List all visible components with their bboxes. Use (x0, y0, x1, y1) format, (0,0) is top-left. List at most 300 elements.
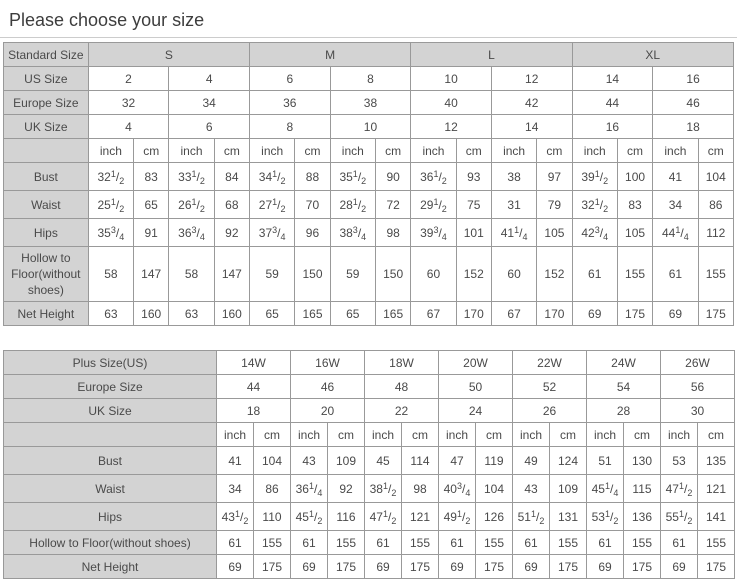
fraction-numerator: 1 (594, 168, 600, 179)
fraction-numerator: 1 (594, 196, 600, 207)
value-cell: $43^1/_2$ (217, 503, 254, 531)
unit-cell: cm (402, 423, 439, 447)
value-cell: 175 (402, 555, 439, 579)
fraction-denominator: 2 (361, 175, 367, 186)
fraction-numerator: 1 (308, 508, 314, 519)
value-cell: 104 (698, 163, 733, 191)
fraction-denominator: 4 (317, 487, 323, 498)
fraction-denominator: 2 (613, 515, 619, 526)
table-row (4, 447, 735, 475)
unit-cell: cm (550, 423, 587, 447)
value-cell: 65 (249, 302, 294, 326)
fraction-numerator: 1 (530, 508, 536, 519)
fraction-numerator: 1 (272, 196, 278, 207)
value-cell: 34 (169, 91, 250, 115)
value-cell: $33^1/_2$ (169, 163, 214, 191)
unit-cell: inch (217, 423, 254, 447)
fraction-numerator: 3 (456, 480, 462, 491)
value-cell: 98 (375, 219, 410, 247)
value-cell: 155 (328, 531, 365, 555)
unit-cell: inch (572, 139, 617, 163)
fraction-numerator: 1 (456, 508, 462, 519)
value-cell: $36^1/_4$ (291, 475, 328, 503)
value-cell: $34^1/_2$ (249, 163, 294, 191)
value-cell: 114 (402, 447, 439, 475)
value-cell: 68 (214, 191, 249, 219)
value-cell: 112 (698, 219, 733, 247)
value-cell: 61 (653, 247, 698, 302)
fraction-denominator: 2 (391, 487, 397, 498)
unit-cell: cm (456, 139, 491, 163)
value-cell: 155 (698, 247, 733, 302)
value-cell: 92 (214, 219, 249, 247)
value-cell: 147 (134, 247, 169, 302)
value-cell: 110 (254, 503, 291, 531)
row-label-cell: Hollow to Floor(without shoes) (4, 531, 217, 555)
value-cell: 93 (456, 163, 491, 191)
value-cell: $40^3/_4$ (439, 475, 476, 503)
fraction-denominator: 2 (280, 175, 286, 186)
unit-cell: cm (537, 139, 572, 163)
table-row (4, 191, 734, 219)
value-cell: 34 (217, 475, 254, 503)
value-cell: 22W (513, 351, 587, 375)
table-row (4, 67, 734, 91)
fraction-denominator: 2 (539, 515, 545, 526)
value-cell: 18W (365, 351, 439, 375)
value-cell: 14 (572, 67, 653, 91)
value-cell: 88 (295, 163, 330, 191)
value-cell: 20W (439, 351, 513, 375)
row-label-cell: Hips (4, 219, 89, 247)
value-cell: 98 (402, 475, 439, 503)
value-cell: 165 (375, 302, 410, 326)
table-row (4, 531, 735, 555)
fraction-numerator: 1 (604, 508, 610, 519)
value-cell: $49^1/_2$ (439, 503, 476, 531)
fraction-numerator: 3 (433, 224, 439, 235)
fraction-denominator: 2 (687, 515, 693, 526)
fraction-denominator: 4 (613, 487, 619, 498)
unit-cell: inch (291, 423, 328, 447)
unit-cell: cm (624, 423, 661, 447)
value-cell: 28 (587, 399, 661, 423)
value-cell: 18 (653, 115, 734, 139)
value-cell: $27^1/_2$ (249, 191, 294, 219)
table-row (4, 139, 734, 163)
value-cell: 136 (624, 503, 661, 531)
value-cell: 48 (365, 375, 439, 399)
row-label-cell: Bust (4, 447, 217, 475)
value-cell: 8 (249, 115, 330, 139)
value-cell: 86 (254, 475, 291, 503)
plus-size-table (3, 350, 735, 579)
value-cell: 58 (169, 247, 214, 302)
fraction-denominator: 2 (603, 175, 609, 186)
value-cell: 59 (330, 247, 375, 302)
unit-cell: cm (698, 423, 735, 447)
value-cell: $47^1/_2$ (365, 503, 402, 531)
fraction-numerator: 3 (191, 224, 197, 235)
value-cell: 170 (456, 302, 491, 326)
unit-cell: inch (330, 139, 375, 163)
value-cell: 150 (375, 247, 410, 302)
value-cell: 26W (661, 351, 735, 375)
value-cell: 49 (513, 447, 550, 475)
value-cell: $51^1/_2$ (513, 503, 550, 531)
fraction-numerator: 1 (110, 168, 116, 179)
value-cell: 130 (624, 447, 661, 475)
row-label-cell: Plus Size(US) (4, 351, 217, 375)
value-cell: 53 (661, 447, 698, 475)
value-cell: 69 (587, 555, 624, 579)
value-cell: $41^1/_4$ (491, 219, 536, 247)
value-cell: 2 (88, 67, 169, 91)
value-cell: 69 (217, 555, 254, 579)
row-label-cell: UK Size (4, 115, 89, 139)
value-cell: $38^1/_2$ (365, 475, 402, 503)
table-row (4, 219, 734, 247)
value-cell: 56 (661, 375, 735, 399)
value-cell: 175 (254, 555, 291, 579)
value-cell: 135 (698, 447, 735, 475)
fraction-denominator: 4 (465, 487, 471, 498)
row-label-cell: Bust (4, 163, 89, 191)
value-cell: 43 (291, 447, 328, 475)
value-cell: 175 (698, 302, 733, 326)
unit-cell: cm (375, 139, 410, 163)
value-cell: 75 (456, 191, 491, 219)
value-cell: 63 (88, 302, 133, 326)
value-cell: 155 (402, 531, 439, 555)
value-cell: $26^1/_2$ (169, 191, 214, 219)
value-cell: 45 (365, 447, 402, 475)
value-cell: 14 (491, 115, 572, 139)
page-title: Please choose your size (9, 10, 205, 30)
value-cell: 115 (624, 475, 661, 503)
value-cell: 160 (214, 302, 249, 326)
value-cell: $47^1/_2$ (661, 475, 698, 503)
unit-cell: inch (513, 423, 550, 447)
value-cell: 155 (550, 531, 587, 555)
unit-cell: inch (365, 423, 402, 447)
fraction-denominator: 4 (522, 231, 528, 242)
value-cell: $36^1/_2$ (411, 163, 456, 191)
row-label-cell: US Size (4, 67, 89, 91)
value-cell: 109 (550, 475, 587, 503)
value-cell: 46 (653, 91, 734, 115)
fraction-numerator: 3 (594, 224, 600, 235)
value-cell: 84 (214, 163, 249, 191)
fraction-denominator: 2 (199, 175, 205, 186)
value-cell: 69 (661, 555, 698, 579)
fraction-numerator: 3 (352, 224, 358, 235)
row-label-cell: Net Height (4, 555, 217, 579)
value-cell: 10 (330, 115, 411, 139)
value-cell: 44 (572, 91, 653, 115)
value-cell: 83 (134, 163, 169, 191)
value-cell: 165 (295, 302, 330, 326)
value-cell: 41 (653, 163, 698, 191)
table-row (4, 351, 735, 375)
table-row (4, 375, 735, 399)
value-cell: 41 (217, 447, 254, 475)
fraction-denominator: 2 (441, 175, 447, 186)
table-row (4, 91, 734, 115)
standard-size-table (3, 42, 734, 326)
unit-cell: inch (88, 139, 133, 163)
unit-cell: cm (617, 139, 652, 163)
fraction-denominator: 4 (280, 231, 286, 242)
value-cell: $36^3/_4$ (169, 219, 214, 247)
row-label-cell: Waist (4, 475, 217, 503)
value-cell: 152 (456, 247, 491, 302)
fraction-denominator: 2 (391, 515, 397, 526)
unit-cell: cm (328, 423, 365, 447)
value-cell: 121 (698, 475, 735, 503)
fraction-denominator: 2 (199, 203, 205, 214)
value-cell: 63 (169, 302, 214, 326)
value-cell: 34 (653, 191, 698, 219)
unit-cell: cm (698, 139, 733, 163)
value-cell: 44 (217, 375, 291, 399)
value-cell: 155 (698, 531, 735, 555)
value-cell: 61 (217, 531, 254, 555)
value-cell: 109 (328, 447, 365, 475)
value-cell: 92 (328, 475, 365, 503)
value-cell: 43 (513, 475, 550, 503)
value-cell: 175 (550, 555, 587, 579)
value-cell: 18 (217, 399, 291, 423)
value-cell: 147 (214, 247, 249, 302)
table-row (4, 163, 734, 191)
value-cell: 60 (491, 247, 536, 302)
value-cell: 61 (587, 531, 624, 555)
value-cell: XL (572, 43, 733, 67)
value-cell: 30 (661, 399, 735, 423)
fraction-denominator: 4 (441, 231, 447, 242)
value-cell: 119 (476, 447, 513, 475)
fraction-numerator: 1 (678, 480, 684, 491)
fraction-numerator: 1 (352, 196, 358, 207)
value-cell: 69 (653, 302, 698, 326)
value-cell: 51 (587, 447, 624, 475)
value-cell: 96 (295, 219, 330, 247)
value-cell: 124 (550, 447, 587, 475)
value-cell: 31 (491, 191, 536, 219)
unit-cell: cm (254, 423, 291, 447)
value-cell: 42 (491, 91, 572, 115)
value-cell: 40 (411, 91, 492, 115)
unit-cell: inch (661, 423, 698, 447)
value-cell: 97 (537, 163, 572, 191)
fraction-numerator: 1 (308, 480, 314, 491)
row-label-cell: Europe Size (4, 91, 89, 115)
fraction-denominator: 2 (280, 203, 286, 214)
value-cell: 32 (88, 91, 169, 115)
fraction-numerator: 3 (110, 224, 116, 235)
fraction-denominator: 4 (361, 231, 367, 242)
title-divider (0, 31, 737, 38)
fraction-numerator: 3 (272, 224, 278, 235)
value-cell: 6 (249, 67, 330, 91)
value-cell: 170 (537, 302, 572, 326)
value-cell: M (249, 43, 410, 67)
value-cell: 61 (365, 531, 402, 555)
table-row (4, 43, 734, 67)
value-cell: 175 (476, 555, 513, 579)
fraction-numerator: 1 (352, 168, 358, 179)
value-cell: 59 (249, 247, 294, 302)
fraction-numerator: 1 (514, 224, 520, 235)
value-cell: $45^1/_4$ (587, 475, 624, 503)
table-row (4, 503, 735, 531)
value-cell: 4 (169, 67, 250, 91)
value-cell: 69 (439, 555, 476, 579)
unit-cell: inch (491, 139, 536, 163)
unit-cell: inch (169, 139, 214, 163)
value-cell: 105 (537, 219, 572, 247)
value-cell: 104 (254, 447, 291, 475)
value-cell: $53^1/_2$ (587, 503, 624, 531)
value-cell: 24 (439, 399, 513, 423)
value-cell: $25^1/_2$ (88, 191, 133, 219)
value-cell: 12 (491, 67, 572, 91)
unit-cell: inch (653, 139, 698, 163)
row-label-cell: UK Size (4, 399, 217, 423)
fraction-denominator: 2 (361, 203, 367, 214)
value-cell: 83 (617, 191, 652, 219)
value-cell: $39^3/_4$ (411, 219, 456, 247)
unit-cell: cm (295, 139, 330, 163)
row-label-cell: Standard Size (4, 43, 89, 67)
fraction-numerator: 1 (234, 508, 240, 519)
value-cell: 69 (291, 555, 328, 579)
value-cell: 22 (365, 399, 439, 423)
fraction-numerator: 1 (191, 196, 197, 207)
unit-cell: inch (411, 139, 456, 163)
value-cell: 14W (217, 351, 291, 375)
fraction-denominator: 4 (603, 231, 609, 242)
value-cell: 58 (88, 247, 133, 302)
fraction-numerator: 1 (272, 168, 278, 179)
value-cell: 6 (169, 115, 250, 139)
value-cell: 16 (653, 67, 734, 91)
value-cell: $44^1/_4$ (653, 219, 698, 247)
unit-cell: cm (134, 139, 169, 163)
row-label-cell (4, 423, 217, 447)
fraction-numerator: 1 (110, 196, 116, 207)
fraction-numerator: 1 (433, 168, 439, 179)
fraction-denominator: 2 (119, 175, 125, 186)
value-cell: 155 (617, 247, 652, 302)
value-cell: 155 (476, 531, 513, 555)
value-cell: 60 (411, 247, 456, 302)
value-cell: 91 (134, 219, 169, 247)
value-cell: $32^1/_2$ (88, 163, 133, 191)
value-cell: 67 (411, 302, 456, 326)
value-cell: 46 (291, 375, 365, 399)
unit-cell: inch (439, 423, 476, 447)
value-cell: $35^1/_2$ (330, 163, 375, 191)
value-cell: 152 (537, 247, 572, 302)
fraction-numerator: 1 (675, 224, 681, 235)
value-cell: 121 (402, 503, 439, 531)
value-cell: 61 (513, 531, 550, 555)
value-cell: 150 (295, 247, 330, 302)
fraction-numerator: 1 (382, 508, 388, 519)
value-cell: 131 (550, 503, 587, 531)
fraction-denominator: 2 (119, 203, 125, 214)
value-cell: $37^3/_4$ (249, 219, 294, 247)
value-cell: 61 (291, 531, 328, 555)
value-cell: 8 (330, 67, 411, 91)
value-cell: 47 (439, 447, 476, 475)
value-cell: 52 (513, 375, 587, 399)
row-label-cell: Waist (4, 191, 89, 219)
value-cell: $42^3/_4$ (572, 219, 617, 247)
value-cell: 10 (411, 67, 492, 91)
fraction-numerator: 1 (604, 480, 610, 491)
value-cell: 155 (254, 531, 291, 555)
value-cell: 100 (617, 163, 652, 191)
value-cell: 50 (439, 375, 513, 399)
fraction-denominator: 2 (441, 203, 447, 214)
value-cell: 61 (572, 247, 617, 302)
value-cell: 16W (291, 351, 365, 375)
value-cell: $38^3/_4$ (330, 219, 375, 247)
value-cell: S (88, 43, 249, 67)
unit-cell: inch (249, 139, 294, 163)
value-cell: 38 (491, 163, 536, 191)
table-row (4, 555, 735, 579)
value-cell: 38 (330, 91, 411, 115)
value-cell: 65 (330, 302, 375, 326)
value-cell: 86 (698, 191, 733, 219)
value-cell: $35^3/_4$ (88, 219, 133, 247)
value-cell: 72 (375, 191, 410, 219)
fraction-denominator: 2 (243, 515, 249, 526)
value-cell: 175 (624, 555, 661, 579)
value-cell: 20 (291, 399, 365, 423)
value-cell: 69 (513, 555, 550, 579)
value-cell: $28^1/_2$ (330, 191, 375, 219)
value-cell: 26 (513, 399, 587, 423)
value-cell: 54 (587, 375, 661, 399)
value-cell: 69 (365, 555, 402, 579)
fraction-denominator: 2 (687, 487, 693, 498)
fraction-denominator: 4 (683, 231, 689, 242)
value-cell: 126 (476, 503, 513, 531)
value-cell: 175 (617, 302, 652, 326)
value-cell: 69 (572, 302, 617, 326)
value-cell: 12 (411, 115, 492, 139)
value-cell: 4 (88, 115, 169, 139)
value-cell: 101 (456, 219, 491, 247)
fraction-numerator: 1 (678, 508, 684, 519)
table-row (4, 399, 735, 423)
value-cell: 70 (295, 191, 330, 219)
value-cell: L (411, 43, 572, 67)
unit-cell: inch (587, 423, 624, 447)
value-cell: 160 (134, 302, 169, 326)
value-cell: 36 (249, 91, 330, 115)
fraction-numerator: 1 (382, 480, 388, 491)
value-cell: $29^1/_2$ (411, 191, 456, 219)
row-label-cell: Net Height (4, 302, 89, 326)
row-label-cell: Hollow to Floor(without shoes) (4, 247, 89, 302)
table-row (4, 423, 735, 447)
